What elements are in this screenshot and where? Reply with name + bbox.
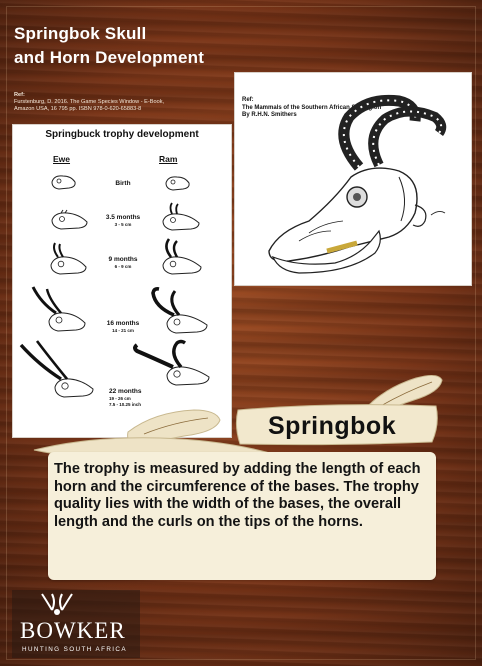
- skull-ram-22-months-illustration: [131, 339, 221, 391]
- stage-size: 6 - 9 cm: [114, 264, 132, 269]
- trophy-description: The trophy is measured by adding the length of each horn and the circumference of the bases. The trophy quality lies with the width of the bases, the overall length and the curls on the tips of the horns.: [54, 461, 421, 530]
- trophy-chart-panel: [12, 124, 232, 438]
- reference-left-label: Ref:: [14, 92, 25, 98]
- mammal-reference-line2: By R.H.N. Smithers: [242, 112, 297, 118]
- stage-size-imperial: 7.5 - 10.25 inch: [109, 402, 142, 407]
- brand-name: BOWKER: [20, 618, 126, 643]
- stage-3-5-months: [89, 214, 157, 228]
- reference-left: [14, 92, 234, 114]
- reference-left-line1: Furstenburg, D. 2016. The Game Species Window - E-Book,: [14, 99, 165, 106]
- trophy-chart-title: Springbuck trophy development: [45, 129, 199, 140]
- stage-label: 9 months: [108, 256, 138, 263]
- skull-ewe-birth-illustration: [49, 173, 79, 193]
- springbok-skull-illustration: [239, 81, 469, 285]
- stage-9-months: [91, 256, 155, 270]
- title-line-2: and Horn Development: [14, 48, 205, 67]
- stage-size: 14 - 21 cm: [112, 328, 134, 333]
- stage-label: 3.5 months: [105, 214, 141, 221]
- stage-size: 3 - 5 cm: [114, 222, 132, 227]
- reference-left-line2: Amazon USA, 16 795 pp. ISBN 978-0-620-65883-8: [14, 106, 142, 113]
- column-header-ewe: Ewe: [53, 154, 71, 164]
- title-line-1: Springbok Skull: [14, 24, 147, 43]
- skull-ram-birth-illustration: [163, 173, 193, 195]
- stage-birth: [95, 180, 151, 188]
- stage-label: Birth: [115, 180, 131, 187]
- stage-size: 19 - 26 cm: [109, 396, 131, 401]
- mammal-skull-panel: [234, 72, 472, 286]
- skull-ewe-9-months-illustration: [43, 241, 91, 281]
- stage-label: 16 months: [106, 320, 140, 327]
- species-name: Springbok: [268, 412, 397, 440]
- brand-tagline: HUNTING SOUTH AFRICA: [22, 646, 127, 653]
- page-title: [14, 22, 204, 70]
- skull-ewe-3-5-months-illustration: [49, 209, 91, 233]
- mammal-reference-line1: The Mammals of the Southern African Subregion: [242, 104, 382, 111]
- skull-ewe-22-months-illustration: [17, 335, 101, 409]
- stage-label: 22 months: [109, 388, 142, 395]
- column-header-ram: Ram: [159, 154, 178, 164]
- skull-ram-3-5-months-illustration: [159, 201, 203, 235]
- skull-ram-9-months-illustration: [157, 237, 207, 281]
- mammal-reference-label: Ref:: [242, 97, 254, 103]
- skull-ewe-16-months-illustration: [29, 285, 91, 341]
- skull-ram-16-months-illustration: [145, 285, 215, 343]
